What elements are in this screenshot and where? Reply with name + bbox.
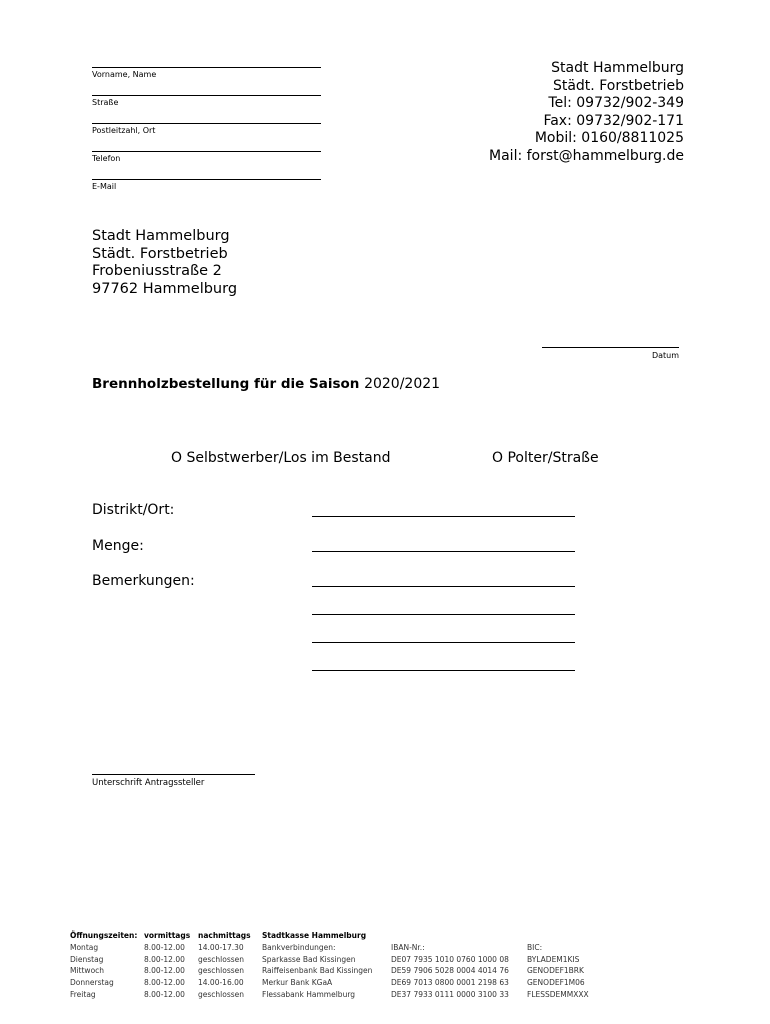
contact-line: Städt. Forstbetrieb — [552, 77, 684, 94]
footer-afternoon-header: nachmittags — [198, 931, 251, 940]
footer-morning: 8.00-12.00 — [144, 978, 185, 988]
bemerkungen-field-1[interactable] — [312, 586, 575, 587]
footer-iban: DE37 7933 0111 0000 3100 33 — [391, 989, 509, 999]
option-polter[interactable]: O Polter/Straße — [492, 450, 599, 466]
footer-iban: DE69 7013 0800 0001 2198 63 — [391, 978, 509, 988]
menge-field[interactable] — [312, 551, 575, 552]
recipient-address — [92, 228, 237, 298]
footer-day: Donnerstag — [70, 978, 114, 988]
contact-block — [489, 60, 684, 166]
contact-mail: Mail: forst@hammelburg.de — [489, 147, 684, 164]
contact-fax: Fax: 09732/902-171 — [543, 112, 684, 129]
recipient-line: Stadt Hammelburg — [92, 228, 230, 244]
footer-afternoon: geschlossen — [198, 989, 245, 999]
footer-day: Montag — [70, 942, 99, 952]
footer-bank: Sparkasse Bad Kissingen — [262, 954, 356, 964]
footer-morning: 8.00-12.00 — [144, 966, 185, 976]
footer-bank-column — [262, 930, 372, 1001]
recipient-line: Frobeniusstraße 2 — [92, 263, 222, 280]
footer-afternoon: geschlossen — [198, 954, 245, 964]
postal-label: Postleitzahl, Ort — [92, 126, 156, 135]
footer-bank: Merkur Bank KGaA — [262, 978, 333, 988]
contact-mobile: Mobil: 0160/8811025 — [534, 130, 684, 147]
footer-bic: FLESSDEMMXXX — [527, 989, 589, 999]
footer-day: Dienstag — [70, 954, 104, 964]
footer-bank: Bankverbindungen: — [262, 942, 336, 952]
footer-bic: GENODEF1M06 — [527, 978, 585, 988]
title-season: 2020/2021 — [364, 376, 441, 392]
footer-afternoon-column — [198, 930, 251, 1001]
email-line — [92, 179, 321, 180]
signature-field[interactable] — [92, 774, 255, 775]
footer-day: Freitag — [70, 989, 96, 999]
footer-bank: Raiffeisenbank Bad Kissingen — [262, 966, 373, 976]
footer-morning: 8.00-12.00 — [144, 954, 185, 964]
name-line — [92, 67, 321, 68]
street-line — [92, 95, 321, 96]
bemerkungen-field-2[interactable] — [312, 614, 575, 615]
footer-bank-header: Stadtkasse Hammelburg — [262, 931, 367, 940]
menge-label: Menge: — [92, 538, 144, 554]
footer-iban: DE07 7935 1010 0760 1000 08 — [391, 954, 509, 964]
bemerkungen-label: Bemerkungen: — [92, 573, 195, 589]
postal-line — [92, 123, 321, 124]
bemerkungen-field-3[interactable] — [312, 642, 575, 643]
footer-bic-column — [527, 930, 589, 1001]
recipient-line: 97762 Hammelburg — [92, 280, 238, 297]
footer-days-column — [70, 930, 137, 1001]
distrikt-field[interactable] — [312, 516, 575, 517]
contact-line: Stadt Hammelburg — [551, 60, 684, 76]
footer-afternoon: geschlossen — [198, 966, 245, 976]
signature-label: Unterschrift Antragssteller — [92, 778, 205, 788]
footer-iban-column — [391, 930, 509, 1001]
footer-hours-header: Öffnungszeiten: — [70, 931, 138, 940]
footer-bic: BIC: — [527, 942, 543, 952]
footer-iban: DE59 7906 5028 0004 4014 76 — [391, 966, 509, 976]
footer-bic: BYLADEM1KIS — [527, 954, 580, 964]
date-label: Datum — [651, 351, 679, 360]
footer-morning-header: vormittags — [144, 931, 191, 940]
footer-morning-column — [144, 930, 190, 1001]
option-selbstwerber[interactable]: O Selbstwerber/Los im Bestand — [171, 450, 391, 466]
footer-morning: 8.00-12.00 — [144, 942, 185, 952]
page-title — [92, 376, 440, 392]
bemerkungen-field-4[interactable] — [312, 670, 575, 671]
date-field[interactable] — [542, 347, 679, 348]
contact-phone: Tel: 09732/902-349 — [548, 95, 684, 112]
footer-bic: GENODEF1BRK — [527, 966, 584, 976]
footer-afternoon: 14.00-17.30 — [198, 942, 244, 952]
footer-afternoon: 14.00-16.00 — [198, 978, 244, 988]
footer-iban: IBAN-Nr.: — [391, 942, 425, 952]
phone-label: Telefon — [92, 154, 121, 163]
recipient-line: Städt. Forstbetrieb — [92, 245, 228, 262]
street-label: Straße — [92, 98, 119, 107]
footer-bank: Flessabank Hammelburg — [262, 989, 356, 999]
footer-day: Mittwoch — [70, 966, 105, 976]
phone-line — [92, 151, 321, 152]
distrikt-label: Distrikt/Ort: — [92, 502, 175, 518]
email-label: E-Mail — [92, 182, 117, 191]
title-text: Brennholzbestellung für die Saison — [92, 376, 365, 392]
footer-morning: 8.00-12.00 — [144, 989, 185, 999]
name-label: Vorname, Name — [92, 70, 157, 79]
